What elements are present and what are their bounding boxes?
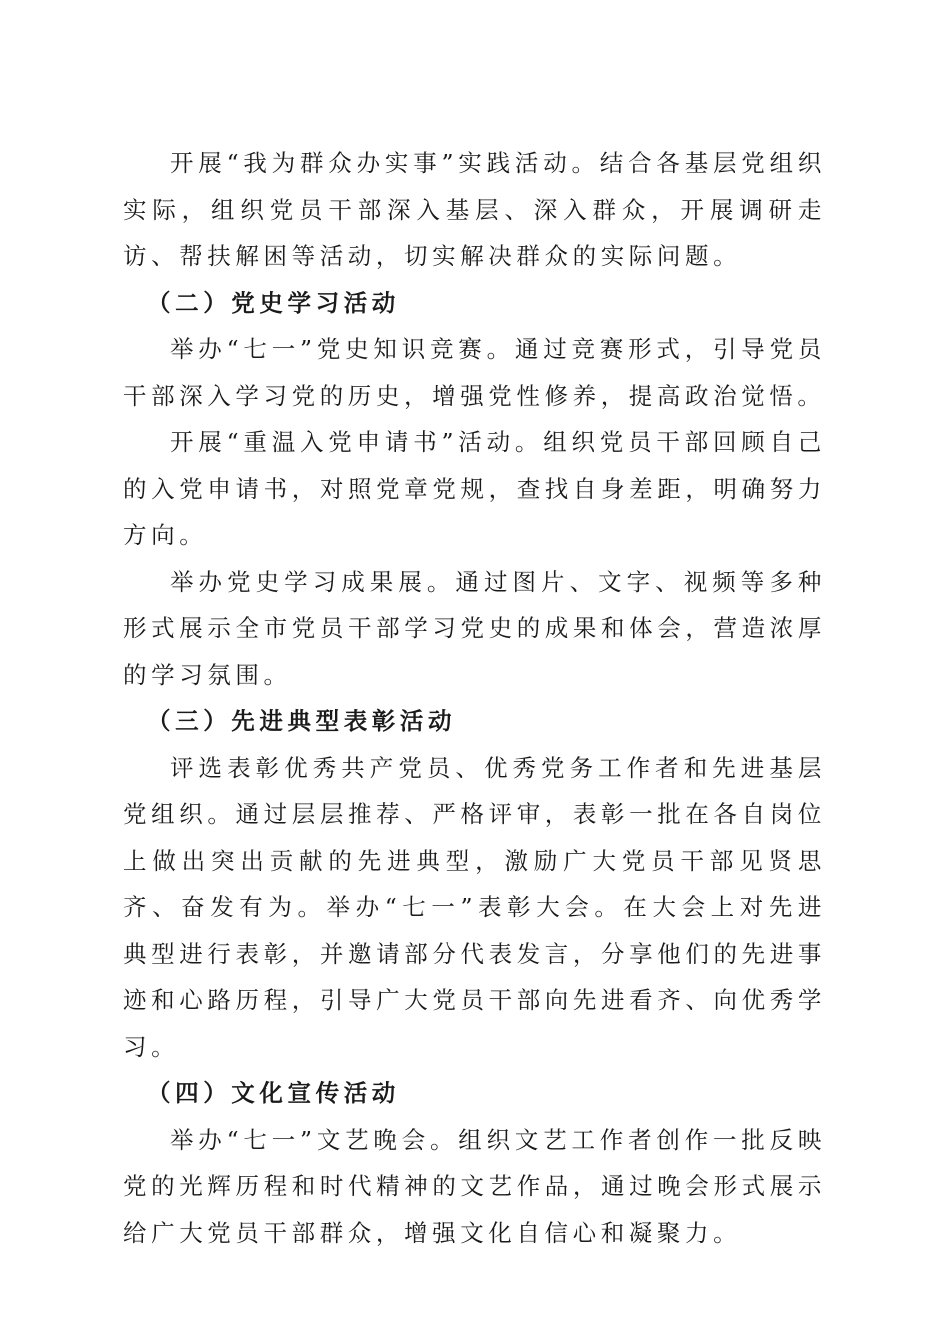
section-heading-party-history: （二）党史学习活动 [147,288,400,317]
paragraph-knowledge-contest: 举办“七一”党史知识竞赛。通过竞赛形式，引导党员干部深入学习党的历史，增强党性修养，提高政治觉悟。 [123,335,826,410]
paragraph-service-activity: 开展“我为群众办实事”实践活动。结合各基层党组织实际，组织党员干部深入基层、深入群众，开展调研走访、帮扶解困等活动，切实解决群众的实际问题。 [123,149,826,270]
paragraph-gala: 举办“七一”文艺晚会。组织文艺工作者创作一批反映党的光辉历程和时代精神的文艺作品，通过晚会形式展示给广大党员干部群众，增强文化自信心和凝聚力。 [123,1125,826,1247]
section-heading-commendation: （三）先进典型表彰活动 [147,707,457,735]
paragraph-commendation: 评选表彰优秀共产党员、优秀党务工作者和先进基层党组织。通过层层推荐、严格评审，表彰一批在各自岗位上做出突出贡献的先进典型，激励广大党员干部见贤思齐、奋发有为。举办“七一”表彰大会。在大会上对先进典型进行表彰，并邀请部分代表发言，分享他们的先进事迹和心路历程，引导广大党员干部向先进看齐、向优秀学习。 [123,753,826,1061]
paragraph-application-review: 开展“重温入党申请书”活动。组织党员干部回顾自己的入党申请书，对照党章党规，查找自身差距，明确努力方向。 [123,428,826,549]
paragraph-achievement-exhibition: 举办党史学习成果展。通过图片、文字、视频等多种形式展示全市党员干部学习党史的成果和体会，营造浓厚的学习氛围。 [123,567,826,689]
section-heading-culture: （四）文化宣传活动 [147,1079,400,1107]
